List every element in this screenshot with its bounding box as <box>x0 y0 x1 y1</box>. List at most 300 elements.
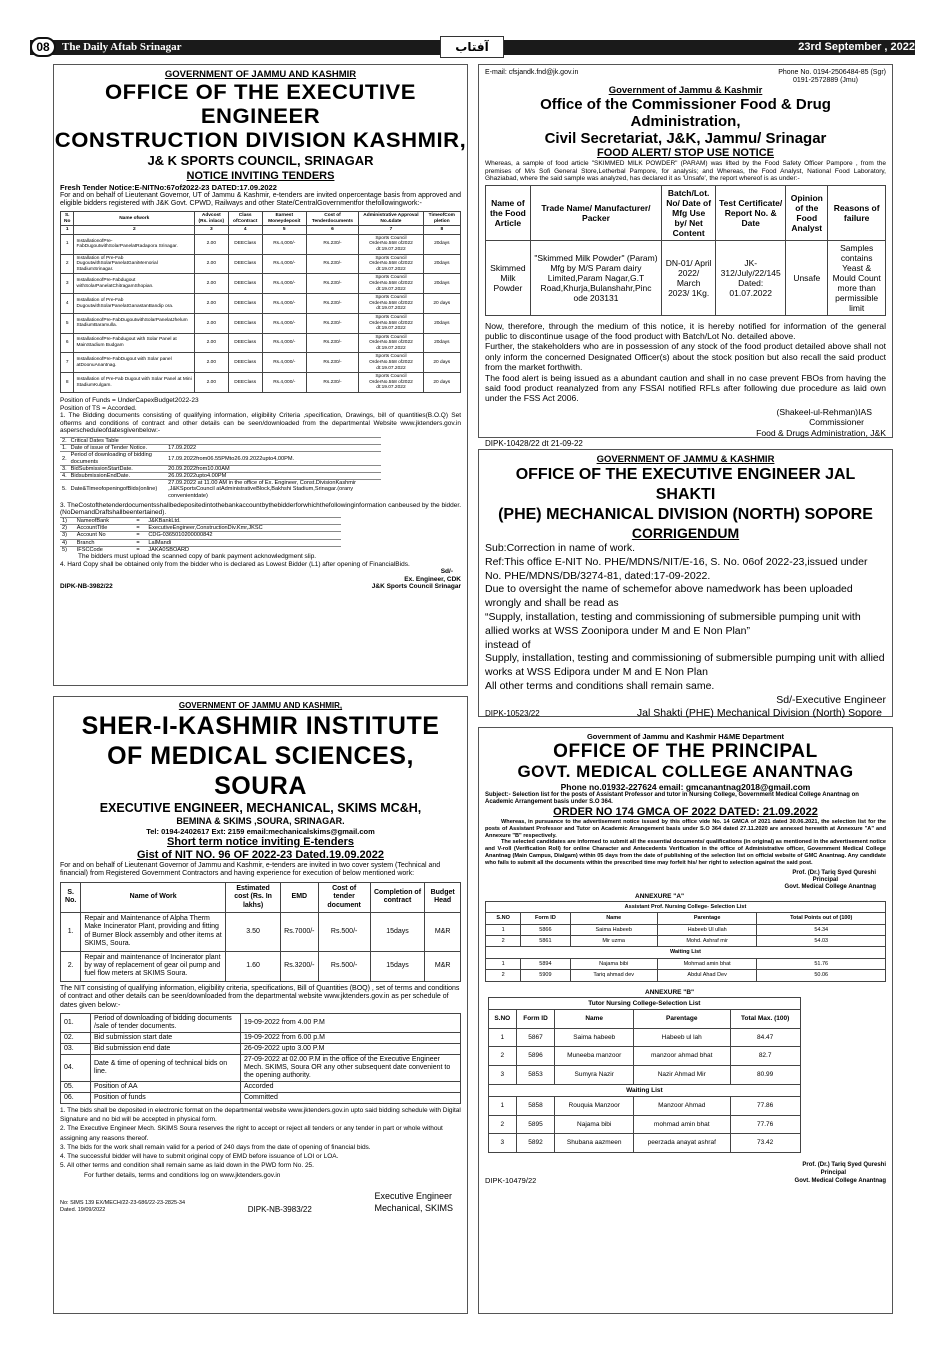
table-cell: 20 days <box>423 353 460 373</box>
critical-date-cell: 26.09.2022upto4.00PM <box>166 473 381 480</box>
ad1-note-1: 1. The Bidding documents consisting of qualifying information, eligibility Criteria ,specification, Drawings, bill of quantities(B.O.Q) Set ofterms and conditions of contract and other details can be seen/downloaded from the departmental Website www.jktenders.gov.in asperscheduleofdatesgivenbelow:- <box>60 412 461 435</box>
ad3-corrigendum: CORRIGENDUM <box>631 525 740 541</box>
table-cell: DEEClass <box>228 353 262 373</box>
table-cell: 1.60 <box>225 951 280 981</box>
bank-cell: Account No <box>75 532 135 539</box>
table-cell: Sports Council OrderNo.558 of2022 dt:19.07.2022 <box>359 294 423 314</box>
ad1-sd: Sd/- <box>440 568 453 576</box>
schedule-cell: Position of AA <box>91 1081 241 1092</box>
table-row <box>489 1134 801 1153</box>
table-cell: 5867 <box>516 1028 555 1047</box>
table-cell: Rouquia Manzoor <box>555 1097 633 1116</box>
table-cell: Installation of Pre-Fab DugoutwithSolarPanelatGaniMemorial StadiumSrinagar. <box>74 254 195 274</box>
schedule-cell: 01. <box>61 1013 91 1032</box>
ad4-nit: The NIT consisting of qualifying information, eligibility criteria, specifications, Bill of Quantities (BOQ) , set of terms and conditions of contract and other details can be seen/downloaded from the departmental website www.jktenders.gov.in as per schedule of dates given below:- <box>60 984 460 1010</box>
table-cell: Skimmed Milk Powder <box>486 240 531 315</box>
ad2-gov: Government of Jammu & Kashmir <box>608 85 763 96</box>
table-cell: manzoor ahmad bhat <box>633 1047 730 1066</box>
table-cell: Sports Council OrderNo.558 of2022 dt:19.07.2022 <box>359 274 423 294</box>
ad1-intro: For and on behalf of Lieutenant Governor, UT of Jammu & Kashmir, e-tenders are invited onpercentage basis from approved and eligible bidders registered with J&K Govt. CPWD, Railways and other State/CentralGovernmentfor thefollowingwork:- <box>60 192 461 207</box>
table-header-cell: S. No. <box>61 882 81 912</box>
table-cell: 77.76 <box>730 1115 800 1134</box>
ad-gmc-anantnag-selection <box>478 727 893 1314</box>
table-header-cell: Parentage <box>633 1010 730 1029</box>
table-cell: 2.00 <box>195 373 228 393</box>
table-cell: Sports Council OrderNo.558 of2022 dt:19.07.2022 <box>359 333 423 353</box>
ad5-order: ORDER NO 174 GMCA OF 2022 DATED: 21.09.2022 <box>553 806 818 818</box>
ad2-phone-1: Phone No. 0194-2506484-85 (Sgr) <box>778 69 886 76</box>
table-row <box>489 1028 801 1047</box>
ad3-title-line1: OFFICE OF THE EXECUTIVE ENGINEER JAL SHAKTI <box>515 466 856 503</box>
table-cell: Habeeb ul lah <box>633 1028 730 1047</box>
table-cell: Rs.500/- <box>318 951 370 981</box>
ad5-footer-sig-1: Prof. (Dr.) Tariq Syed Qureshi <box>802 1161 886 1168</box>
table-cell: Mir uzma <box>570 936 657 947</box>
table-header-cell: 2 <box>74 226 195 235</box>
table-cell: Rs.230/- <box>306 373 359 393</box>
bank-cell: = <box>134 518 146 525</box>
table-cell: Installation of Pre-Fab DugoutwithSolarPanelatGanastanBandip ora. <box>74 294 195 314</box>
table-header-cell: TimeofCom pletion <box>423 212 460 226</box>
critical-date-cell: 27.09.2022 at 11.00 AM in the office of Ex. Engineer, Const.DivisionKashmir ,J&KSportsCouncil atAdministrativeBlock,Bakhshi Stadium,Srinagar.(orany convenientdate) <box>166 480 381 499</box>
table-cell: 5896 <box>516 1047 555 1066</box>
critical-date-cell: 4. <box>62 473 67 480</box>
table-row <box>61 234 461 254</box>
note-line: 4. The successful bidder will have to submit original copy of EMD before issuance of LOI or LOA. <box>60 1153 339 1161</box>
table-cell: DEEClass <box>228 373 262 393</box>
table-row <box>61 913 461 952</box>
table-cell: Rs.230/- <box>306 353 359 373</box>
ad5-table-a <box>485 901 886 982</box>
table-header-cell: Administrative Approval No.&date <box>359 212 423 226</box>
table-cell: mohmad amin bhat <box>633 1115 730 1134</box>
table-cell: 54.34 <box>757 924 886 935</box>
critical-date-cell: 3. <box>62 465 67 472</box>
ad5-para-1: Whereas, in pursuance to the advertisement notice issued by this office vide No. 14 GMCA of 2021 dated 30.06.2021, the selection list for the posts of Assistant Professor and Tutor on Academic Arrangement basis under S.O 364 dated 27.11.2020 are annexed herewith at Annexure "A" and Annexure "B" respectively. <box>485 819 886 839</box>
ad3-gov: GOVERNMENT OF JAMMU & KASHMIR <box>596 454 775 465</box>
table-cell: peerzada anayat ashraf <box>633 1134 730 1153</box>
table-cell: Mohd. Ashraf mir <box>657 936 757 947</box>
table-cell: Najama bibi <box>555 1115 633 1134</box>
table-cell: 50.06 <box>757 970 886 981</box>
bank-row <box>60 525 341 532</box>
ad3-instead: instead of <box>485 638 531 651</box>
ad5-gov: Government of Jammu and Kashmir H&ME Department <box>586 732 785 741</box>
table-row <box>61 274 461 294</box>
table-cell: 6 <box>61 333 74 353</box>
table-row <box>489 1047 801 1066</box>
table-cell: 1 <box>489 1028 517 1047</box>
table-header-cell: Cost of Tenderdocuments <box>306 212 359 226</box>
table-cell: 2 <box>489 1047 517 1066</box>
table-row <box>61 373 461 393</box>
table-cell: Rs.4,000/- <box>262 254 306 274</box>
table-header-cell: EMD <box>281 882 318 912</box>
table-cell: 2.00 <box>195 234 228 254</box>
ad3-ref: DIPK-10523/22 <box>485 708 540 718</box>
schedule-row <box>61 1054 461 1081</box>
table-cell: InstallationofPre-FabDugout with Solar panel atDoonuAnantnag. <box>74 353 195 373</box>
ad1-note-3: 3. TheCostofthetenderdocumentsshallbedepositedintothebankaccountbythebidderforwhichthefollowinginformation canbeused by the bidder.(NoDemandDraftshallbeentertained). <box>60 501 461 517</box>
ad5-title-line2: GOVT. MEDICAL COLLEGE ANANTNAG <box>517 762 854 781</box>
table-header-cell: Earnest Moneydeposit <box>262 212 306 226</box>
table-header-cell: Total Max. (100) <box>730 1010 800 1029</box>
bank-row <box>60 539 341 546</box>
ad4-notes <box>60 1106 461 1180</box>
table-cell: 1 <box>489 1097 517 1116</box>
table-cell: 84.47 <box>730 1028 800 1047</box>
ad4-intro: For and on behalf of Lieutenant Governor of Jammu and Kashmir, e-tenders are invited in two cover system (Technical and financial) from Registered Government Contractors and having experience for execution of below mentioned work: <box>60 862 441 878</box>
ad2-title-line1: Office of the Commissioner Food & Drug Administration, <box>540 96 831 130</box>
ad3-title-line2: (PHE) MECHANICAL DIVISION (NORTH) SOPORE <box>498 506 873 523</box>
ad4-gov: GOVERNMENT OF JAMMU AND KASHMIR, <box>178 701 343 710</box>
critical-date-cell <box>166 438 381 445</box>
table-cell: 20days <box>423 333 460 353</box>
critical-date-cell: 17.09.2022from06.55PMto26.09.2022upto4.00PM. <box>166 452 381 465</box>
table-header-cell: Estimated cost (Rs. In lakhs) <box>225 882 280 912</box>
schedule-row <box>61 1013 461 1032</box>
table-cell: DN-01/ April 2022/ March 2023/ 1Kg. <box>662 240 716 315</box>
table-row <box>61 254 461 274</box>
ad4-title-line4: BEMINA & SKIMS ,SOURA, SRINAGAR. <box>176 816 345 826</box>
ad1-gov: GOVERNMENT OF JAMMU AND KASHMIR <box>164 69 357 80</box>
bank-cell: 5) <box>60 546 75 553</box>
table-cell: Rs.4,000/- <box>262 313 306 333</box>
table-cell: 15days <box>370 951 425 981</box>
newspaper-name: The Daily Aftab Srinagar <box>62 41 182 53</box>
note-line: 2. The Executive Engineer Mech. SKIMS Soura reserves the right to accept or reject all tenders or any tender in part or whole without assigning any reasons thereof. <box>60 1125 443 1142</box>
ad5-annexure-b: ANNEXURE "B" <box>645 988 695 996</box>
table-row <box>61 951 461 981</box>
bank-cell: CDG-0365010200000842 <box>146 532 340 539</box>
critical-date-row <box>60 473 381 480</box>
table-header-cell: 3 <box>195 226 228 235</box>
ad2-sig-1: (Shakeel-ul-Rehman)IAS <box>776 406 872 417</box>
table-cell: 2.00 <box>195 274 228 294</box>
ad5-sig-1: Prof. (Dr.) Tariq Syed Qureshi <box>792 869 876 876</box>
critical-date-cell: Date&TimeofopeningofBids(online) <box>69 480 166 499</box>
ad1-fresh-notice: Fresh Tender Notice:E-NITNo:67of2022-23 DATED:17.09.2022 <box>60 183 277 192</box>
ad5-footer-sig-2: Principal <box>820 1169 846 1176</box>
ad1-critical-dates <box>60 437 381 499</box>
ad3-sig: Jal Shakti (PHE) Mechanical Division (North) Sopore <box>636 706 882 719</box>
critical-date-cell: Date of issue of Tender Notice. <box>69 445 166 452</box>
table-cell: Repair and maintenance of Incinerator plant by way of replacement of gear oil pump and fuel flow meters at SKIMS Soura. <box>81 951 226 981</box>
schedule-row <box>61 1043 461 1054</box>
newspaper-logo: آفتاب <box>440 36 504 58</box>
table-row <box>486 924 886 935</box>
ad-sports-council-tender <box>53 64 468 686</box>
table-cell: Rs.4,000/- <box>262 274 306 294</box>
table-cell: 5861 <box>521 936 570 947</box>
ad1-bank-details <box>60 517 341 553</box>
ad1-title-line1: OFFICE OF THE EXECUTIVE ENGINEER <box>104 81 416 128</box>
critical-date-cell: BidsubmissionEndDate. <box>69 473 166 480</box>
critical-date-cell: BidSubmissionStartDate. <box>69 465 166 472</box>
critical-date-cell: 1. <box>62 445 67 452</box>
schedule-row <box>61 1081 461 1092</box>
bank-cell: 2) <box>60 525 75 532</box>
schedule-cell: 02. <box>61 1032 91 1043</box>
ad1-nit-heading: NOTICE INVITING TENDERS <box>186 170 335 182</box>
schedule-cell: 26-09-2022 upto 3.00 P.M <box>241 1043 461 1054</box>
ad3-due: Due to oversight the name of schemefor above namedwork has been uploaded wrongly and shall be read as <box>485 583 853 610</box>
table-header-cell: S.NO <box>489 1010 517 1029</box>
table-cell: 20days <box>423 254 460 274</box>
ad1-note-4: 4. Hard Copy shall be obtained only from the bidder who is declared as Lowest Bidder (L1) after opening of FinancialBids. <box>60 560 410 568</box>
ad2-phone-2: 0191-2572889 (Jmu) <box>793 77 858 84</box>
table-cell: Manzoor Ahmad <box>633 1097 730 1116</box>
table-cell: 8 <box>61 373 74 393</box>
ad4-title-line3: EXECUTIVE ENGINEER, MECHANICAL, SKIMS MC&H, <box>99 801 422 815</box>
table-cell: Saima habeeb <box>555 1028 633 1047</box>
ad1-position-funds: Position of Funds = UnderCapexBudget2022-23 <box>60 397 199 405</box>
table-cell: 3.50 <box>225 913 280 952</box>
schedule-cell: Committed <box>241 1092 461 1103</box>
ad2-title-line2: Civil Secretariat, J&K, Jammu/ Srinagar <box>544 130 827 147</box>
table-cell: Sports Council OrderNo.558 of2022 dt:19.07.2022 <box>359 234 423 254</box>
table-header-cell: Form ID <box>521 913 570 924</box>
table-cell: M&R <box>425 913 461 952</box>
schedule-cell: 19-09-2022 from 4.00 P.M <box>241 1013 461 1032</box>
table-cell: 20days <box>423 234 460 254</box>
ad5-subject: Subject:- Selection list for the posts of Assistant Professor and tutor in Nursing College, Government Medical College Anantnag on Academic Arrangement basis under S.O 364. <box>485 792 859 805</box>
schedule-cell: 27-09-2022 at 02.00 P.M in the office of the Executive Engineer Mech. SKIMS, Soura OR any other subsequent date convenient to the opening authority. <box>241 1054 461 1081</box>
table-cell: 77.86 <box>730 1097 800 1116</box>
table-cell: Rs.4,000/- <box>262 373 306 393</box>
bank-cell: JAKA0SBOARD <box>146 546 340 553</box>
table-cell: 4 <box>61 294 74 314</box>
table-header-cell: 5 <box>262 226 306 235</box>
table-cell: Installation of Pre-Fab Dugout with Solar Panel at Mini StadiumKulgam. <box>74 373 195 393</box>
table-cell: 2.00 <box>195 254 228 274</box>
bank-cell: LalMandi <box>146 539 340 546</box>
schedule-cell: 04. <box>61 1054 91 1081</box>
ad2-sig-3: Food & Drugs Administration, J&K <box>756 427 886 438</box>
ad5-sig-2: Principal <box>812 876 838 883</box>
table-row <box>61 313 461 333</box>
table-cell: Repair and Maintenance of Alpha Therm Make Incinerator Plant, providing and fitting of Burner Block assembly and other items at SKIMS, Soura. <box>81 913 226 952</box>
bank-cell: = <box>134 539 146 546</box>
waiting-list-label: Waiting List <box>486 947 886 958</box>
table-cell: 2.00 <box>195 333 228 353</box>
ad3-work-correct: “Supply, installation, testing and commissioning of submersible pumping unit with allied works at WSS Zoonipora under M and E Non Plan” <box>485 610 861 637</box>
table-cell: 20days <box>423 313 460 333</box>
critical-date-cell: 20.09.2022from10.00AM <box>166 465 381 472</box>
table-cell: InstallationofPre-FabDugoutwithSolarPanelatJhelum StadiumBaramulla. <box>74 313 195 333</box>
table-cell: Rs.230/- <box>306 254 359 274</box>
ad2-email: E-mail: cfsjandk.fnd@jk.gov.in <box>485 69 579 76</box>
table-cell: 80.99 <box>730 1066 800 1085</box>
table-cell: 54.03 <box>757 936 886 947</box>
critical-date-row <box>60 465 381 472</box>
ad1-works-table <box>60 211 461 393</box>
table-header-cell: 4 <box>228 226 262 235</box>
table-cell: InstallationofPre-Fabdugout with Solar Panel at MainStadium Budgam <box>74 333 195 353</box>
ad4-schedule-table <box>60 1013 461 1104</box>
table-cell: Rs.230/- <box>306 333 359 353</box>
table-row <box>486 958 886 969</box>
table-cell: 5858 <box>516 1097 555 1116</box>
critical-date-row <box>60 480 381 499</box>
ad3-reference: Ref:This office E-NIT No. PHE/MDNS/NIT/E-16, S. No. 06of 2022-23,issued under No. PHE/MDNS/DB/3274-81, dated:17-09-2022. <box>485 555 868 582</box>
bank-cell: J&KBankLtd. <box>146 518 340 525</box>
table-cell: Rs.4,000/- <box>262 353 306 373</box>
ad5-phone: Phone no.01932-227624 email: gmcanantnag2018@gmail.com <box>560 782 811 792</box>
bank-cell: 3) <box>60 532 75 539</box>
ad5-table-b <box>488 997 801 1153</box>
table-cell: 1 <box>486 924 521 935</box>
table-cell: 20days <box>423 274 460 294</box>
ad4-dated: Dated. 19/09/2022 <box>60 1207 106 1214</box>
ad1-title-line2: CONSTRUCTION DIVISION KASHMIR, <box>54 129 467 152</box>
critical-date-row <box>60 438 381 445</box>
table-cell: DEEClass <box>228 333 262 353</box>
ad3-sd: Sd/-Executive Engineer <box>776 693 886 706</box>
ad3-other-terms: All other terms and conditions shall remain same. <box>485 679 715 692</box>
table-cell: Abdul Ahad Dev <box>657 970 757 981</box>
critical-date-row <box>60 452 381 465</box>
table-header-cell: 1 <box>61 226 74 235</box>
table-cell: Unsafe <box>786 240 828 315</box>
schedule-cell: Period of downloading of bidding documents /sale of tender documents. <box>91 1013 241 1032</box>
table-cell: M&R <box>425 951 461 981</box>
table-row <box>61 333 461 353</box>
table-cell: Shubana aazmeen <box>555 1134 633 1153</box>
ad4-title-line1: SHER-I-KASHMIR INSTITUTE <box>81 712 440 740</box>
ad5-footer-sig-3: Govt. Medical College Anantnag <box>794 1177 886 1184</box>
ad2-sample-table <box>485 185 886 316</box>
table-cell: InstallationofPre-Fabdugout withSolarPanelatChitragamShopian. <box>74 274 195 294</box>
table-header-cell: Budget Head <box>425 882 461 912</box>
table-cell: 5909 <box>521 970 570 981</box>
ad5-para-2: The selected candidates are informed to submit all the essential documents/ qualifications (in original) as mentioned in the advertisement notice and V-roll (Verification Roll) for online Character and Antecedents Verification in the office of Administrative officer, Government Medical College Anantnag (Main Campus, Dialgam) within 05 days from the date of publishing of the selection list on official website of GMC Anantnag. Any candidate who fails to submit all the documents within the prescribed time may forfeit his/ her right to selection against the said post. <box>485 839 886 866</box>
table-cell: 5 <box>61 313 74 333</box>
table-cell: Rs.230/- <box>306 234 359 254</box>
bank-cell: NameofBank <box>75 518 135 525</box>
table-cell: Sports Council OrderNo.558 of2022 dt:19.07.2022 <box>359 373 423 393</box>
ad5-caption-a: Assistant Prof. Nursing College- Selection List <box>486 901 886 912</box>
table-header-cell: Trade Name/ Manufacturer/ Packer <box>530 185 661 240</box>
table-cell: 1 <box>61 234 74 254</box>
page-number: 08 <box>30 37 56 57</box>
table-cell: Sumyra Nazir <box>555 1066 633 1085</box>
ad4-ref: DIPK-NB-3983/22 <box>247 1205 312 1215</box>
table-row <box>486 936 886 947</box>
ad4-order-no: No: SIMS 139 EX/MECH/22-23-686/22-23-2825-34 <box>60 1200 186 1207</box>
newspaper-header <box>0 0 945 60</box>
bank-cell: 1) <box>60 518 75 525</box>
table-header-cell: Batch/Lot. No/ Date of Mfg Use by/ Net Content <box>662 185 716 240</box>
table-cell: Sports Council OrderNo.558 of2022 dt:19.07.2022 <box>359 353 423 373</box>
issue-date: 23rd September , 2022 <box>798 41 915 53</box>
table-cell: Habeeb Ul ullah <box>657 924 757 935</box>
waiting-list-row <box>486 947 886 958</box>
schedule-cell: 06. <box>61 1092 91 1103</box>
table-header-cell: Test Certificate/ Report No. & Date <box>716 185 786 240</box>
table-cell: 3 <box>489 1066 517 1085</box>
table-row <box>486 970 886 981</box>
table-cell: Rs.230/- <box>306 274 359 294</box>
table-header-cell: Name of Work <box>81 882 226 912</box>
waiting-list-label: Waiting List <box>489 1084 801 1097</box>
table-cell: Rs.3200/- <box>281 951 318 981</box>
table-header-cell: Advcost (Rs. inlacs) <box>195 212 228 226</box>
table-cell: Rs.7000/- <box>281 913 318 952</box>
table-header-cell: 8 <box>423 226 460 235</box>
table-cell: 2 <box>486 970 521 981</box>
table-cell: 7 <box>61 353 74 373</box>
ad3-subject: Sub:Correction in name of work. <box>485 542 635 554</box>
table-header-cell: S.NO <box>486 913 521 924</box>
table-cell: Samples contains Yeast & Mould Count more than permissible limit <box>828 240 886 315</box>
ad2-ref: DIPK-10428/22 dt 21-09-22 <box>485 438 583 448</box>
ad5-caption-b: Tutor Nursing College-Selection List <box>489 997 801 1010</box>
table-cell: Rs.4,000/- <box>262 234 306 254</box>
ad2-para-3: Further, the stakeholders who are in possession of any stock of the food product detailed above shall not only inform the concerned Designated Officer(s) about the stock position but also recall the said product from the market forthwith. <box>485 341 886 373</box>
table-cell: Muneeba manzoor <box>555 1047 633 1066</box>
table-cell: 2 <box>486 936 521 947</box>
table-cell: Rs.230/- <box>306 313 359 333</box>
schedule-cell: 19-09-2022 from 6.00 p.M <box>241 1032 461 1043</box>
table-cell: 51.76 <box>757 958 886 969</box>
ad3-work-wrong: Supply, installation, testing and commissioning of submersible pumping unit with allied works at WSS Edipora under M and E Non Plan <box>485 652 885 679</box>
critical-date-row <box>60 445 381 452</box>
ad4-contact: Tel: 0194-2402617 Ext: 2159 email:mechanicalskims@gmail.com <box>146 827 375 836</box>
bank-cell: Branch <box>75 539 135 546</box>
table-header-cell: Name <box>555 1010 633 1029</box>
table-cell: 2 <box>61 254 74 274</box>
table-cell: JK-312/July/22/145 Dated: 01.07.2022 <box>716 240 786 315</box>
table-cell: 2 <box>489 1115 517 1134</box>
table-cell: 5892 <box>516 1134 555 1153</box>
critical-date-cell: Period of downloading of bidding documents <box>69 452 166 465</box>
ad4-title-line2: OF MEDICAL SCIENCES, SOURA <box>107 742 414 800</box>
table-cell: 5866 <box>521 924 570 935</box>
table-header-cell: 6 <box>306 226 359 235</box>
ad1-sign-2: J&K Sports Council Srinagar <box>371 583 461 591</box>
table-cell: DEEClass <box>228 254 262 274</box>
table-header-cell: Total Points out of (100) <box>757 913 886 924</box>
table-cell: Rs.500/- <box>318 913 370 952</box>
bank-row <box>60 532 341 539</box>
table-header-cell: Class ofContract <box>228 212 262 226</box>
table-cell: 3 <box>489 1134 517 1153</box>
note-line: 3. The bids for the work shall remain valid for a period of 240 days from the date of opening of financial bids. <box>60 1143 371 1151</box>
ad5-ref: DIPK-10479/22 <box>485 1175 537 1185</box>
bank-row <box>60 518 341 525</box>
table-cell: 2.00 <box>195 294 228 314</box>
critical-date-cell: 2. <box>62 438 67 444</box>
table-cell: 5895 <box>516 1115 555 1134</box>
table-cell: 5853 <box>516 1066 555 1085</box>
schedule-cell: Bid submission end date <box>91 1043 241 1054</box>
schedule-cell: 03. <box>61 1043 91 1054</box>
table-header-cell: Reasons of failure <box>828 185 886 240</box>
table-cell: Rs.4,000/- <box>262 294 306 314</box>
table-cell: Rs.230/- <box>306 294 359 314</box>
table-header-cell: Cost of tender document <box>318 882 370 912</box>
table-row <box>489 1115 801 1134</box>
table-cell: 20 days <box>423 373 460 393</box>
table-header-cell: 7 <box>359 226 423 235</box>
ad1-sign-1: Ex. Engineer, CDK <box>404 575 461 583</box>
critical-date-cell: 5. <box>60 480 69 499</box>
table-header-cell: Name of the Food Article <box>486 185 531 240</box>
ad4-sig-1: Executive Engineer <box>374 1191 452 1202</box>
ad4-works-table <box>60 882 461 982</box>
bank-cell: 4) <box>60 539 75 546</box>
